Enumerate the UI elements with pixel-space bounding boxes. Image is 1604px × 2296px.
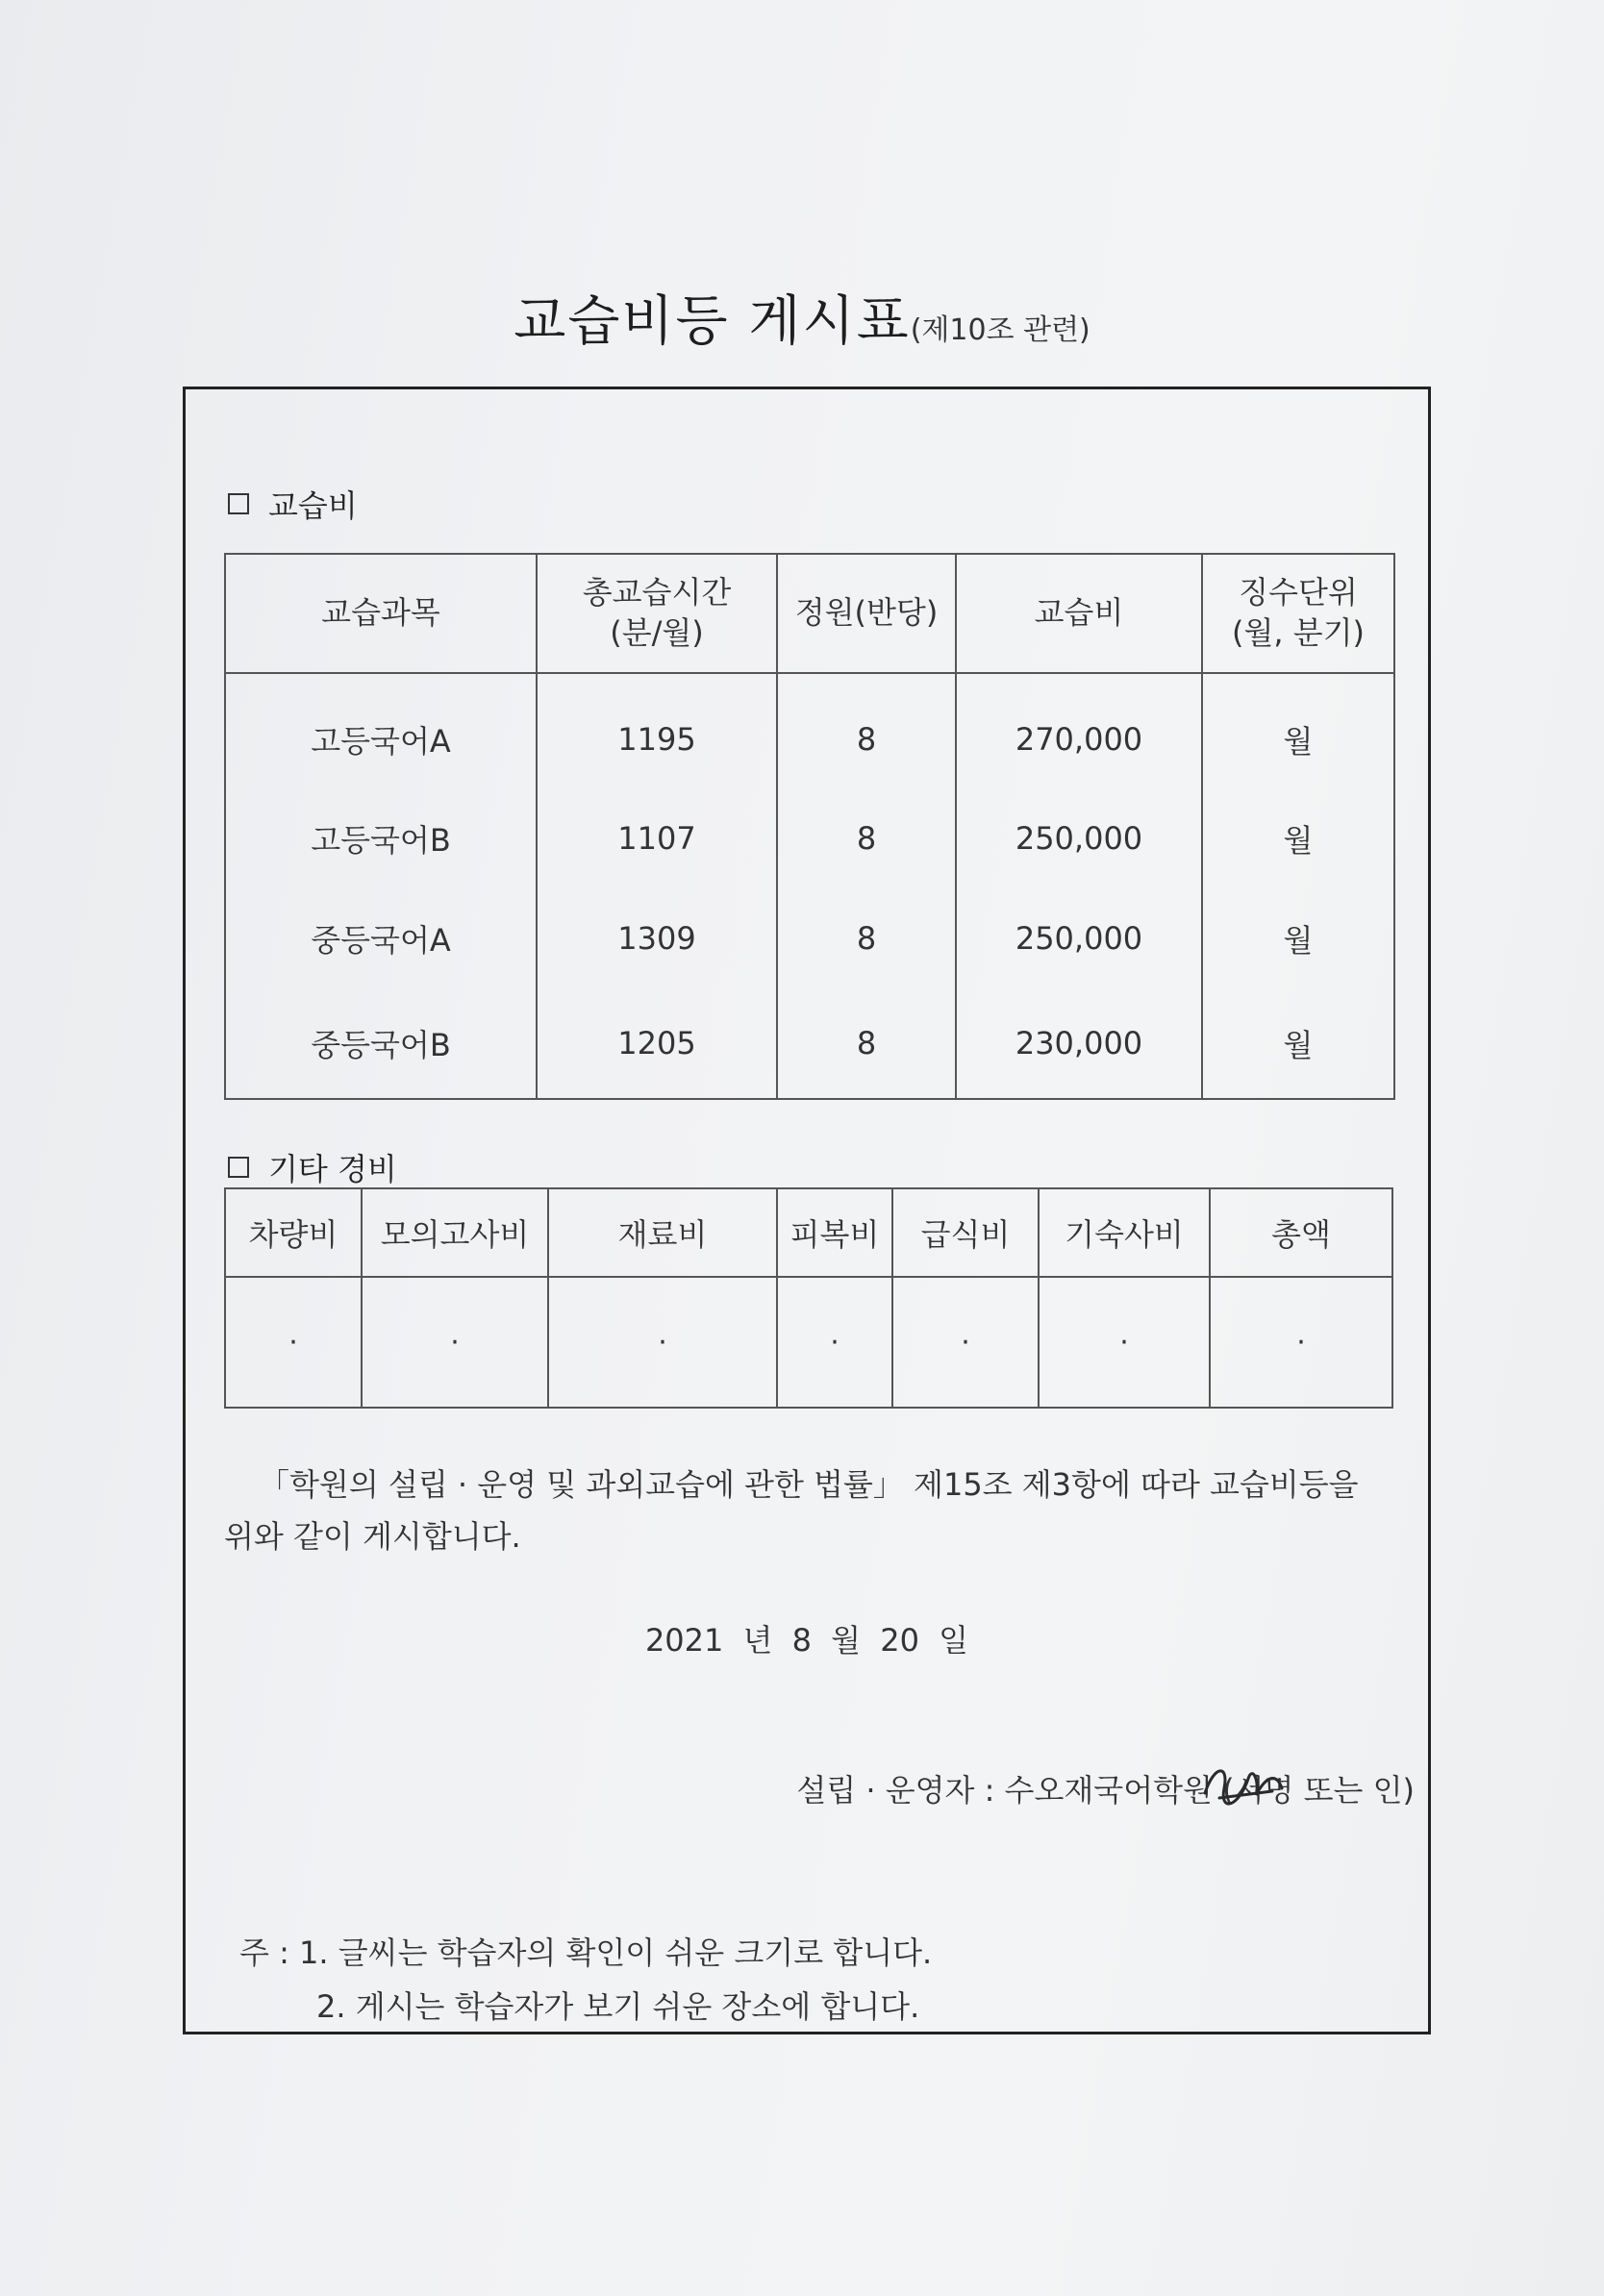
cell-hours: 1309 bbox=[537, 888, 777, 988]
cell-capacity: 8 bbox=[777, 988, 956, 1099]
footnotes bbox=[239, 1926, 932, 2034]
signature-scribble-icon bbox=[1200, 1755, 1287, 1812]
cell-total: · bbox=[1210, 1277, 1392, 1408]
checkbox-square-icon bbox=[228, 1157, 249, 1178]
section-expense-heading bbox=[228, 1145, 397, 1189]
cell-meal: · bbox=[892, 1277, 1039, 1408]
cell-capacity: 8 bbox=[777, 888, 956, 988]
checkbox-square-icon bbox=[228, 493, 249, 514]
cell-hours: 1205 bbox=[537, 988, 777, 1099]
section-expense-label: 기타 경비 bbox=[268, 1151, 397, 1187]
table-row bbox=[225, 1277, 1392, 1408]
header-subject: 교습과목 bbox=[225, 554, 537, 673]
cell-capacity: 8 bbox=[777, 788, 956, 888]
footnote-1: 주 : 1. 글씨는 학습자의 확인이 쉬운 크기로 합니다. bbox=[239, 1934, 933, 1971]
legal-notice-paragraph: 「학원의 설립 · 운영 및 과외교습에 관한 법률」 제15조 제3항에 따라 교습비등을 위와 같이 게시합니다. bbox=[224, 1466, 1359, 1555]
header-meal: 급식비 bbox=[892, 1188, 1039, 1277]
cell-capacity: 8 bbox=[777, 673, 956, 788]
header-fee: 교습비 bbox=[956, 554, 1202, 673]
table-row bbox=[225, 888, 1394, 988]
table-row bbox=[225, 788, 1394, 888]
header-billing-unit: 징수단위 (월, 분기) bbox=[1202, 554, 1394, 673]
header-capacity: 정원(반당) bbox=[777, 554, 956, 673]
cell-subject: 중등국어B bbox=[225, 988, 537, 1099]
cell-dormitory: · bbox=[1039, 1277, 1210, 1408]
cell-unit: 월 bbox=[1202, 988, 1394, 1099]
cell-uniform: · bbox=[777, 1277, 892, 1408]
section-tuition-heading bbox=[228, 482, 358, 526]
expense-table bbox=[224, 1187, 1393, 1409]
cell-unit: 월 bbox=[1202, 888, 1394, 988]
header-mock-exam: 모의고사비 bbox=[362, 1188, 548, 1277]
tuition-table bbox=[224, 553, 1395, 1100]
page-title bbox=[0, 279, 1604, 356]
cell-unit: 월 bbox=[1202, 788, 1394, 888]
title-subtitle: (제10조 관련) bbox=[910, 313, 1090, 347]
header-dormitory: 기숙사비 bbox=[1039, 1188, 1210, 1277]
signer-line: 설립 · 운영자 : 수오재국어학원 (서명 또는 인) bbox=[796, 1772, 1415, 1809]
title-main: 교습비등 게시표 bbox=[514, 290, 911, 353]
cell-subject: 중등국어A bbox=[225, 888, 537, 988]
cell-material: · bbox=[548, 1277, 777, 1408]
cell-fee: 250,000 bbox=[956, 788, 1202, 888]
section-tuition-label: 교습비 bbox=[268, 487, 358, 524]
header-total: 총액 bbox=[1210, 1188, 1392, 1277]
cell-subject: 고등국어A bbox=[225, 673, 537, 788]
form-frame bbox=[183, 387, 1431, 2034]
posting-date: 2021 년 8 월 20 일 bbox=[644, 1622, 969, 1659]
tuition-header-row bbox=[225, 554, 1394, 673]
cell-vehicle: · bbox=[225, 1277, 362, 1408]
cell-unit: 월 bbox=[1202, 673, 1394, 788]
cell-mock-exam: · bbox=[362, 1277, 548, 1408]
table-row bbox=[225, 673, 1394, 788]
footnote-2: 2. 게시는 학습자가 보기 쉬운 장소에 합니다. bbox=[316, 1988, 920, 2025]
header-vehicle: 차량비 bbox=[225, 1188, 362, 1277]
cell-hours: 1107 bbox=[537, 788, 777, 888]
cell-fee: 270,000 bbox=[956, 673, 1202, 788]
cell-hours: 1195 bbox=[537, 673, 777, 788]
table-row bbox=[225, 988, 1394, 1099]
cell-fee: 250,000 bbox=[956, 888, 1202, 988]
cell-fee: 230,000 bbox=[956, 988, 1202, 1099]
expense-header-row bbox=[225, 1188, 1392, 1277]
header-total-hours: 총교습시간 (분/월) bbox=[537, 554, 777, 673]
header-material: 재료비 bbox=[548, 1188, 777, 1277]
header-uniform: 피복비 bbox=[777, 1188, 892, 1277]
cell-subject: 고등국어B bbox=[225, 788, 537, 888]
